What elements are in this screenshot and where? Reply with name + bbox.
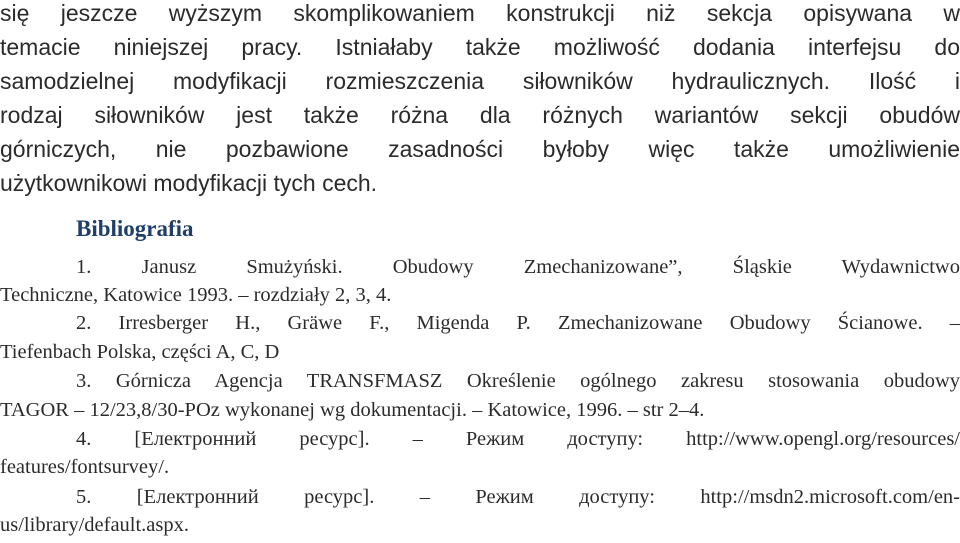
body-text-line: górniczych, nie pozbawione zasadności byłoby więc także umożliwienie (0, 136, 960, 162)
bibliography-entry-3-cont: TAGOR – 12/23,8/30-POz wykonanej wg dokumentacji. – Katowice, 1996. – str 2–4. (0, 399, 705, 421)
body-text-line: użytkownikowi modyfikacji tych cech. (0, 170, 378, 196)
bibliography-entry-1: 1. Janusz Smużyński. Obudowy Zmechanizowane”, Śląskie Wydawnictwo (76, 256, 960, 278)
bibliography-entry-2: 2. Irresberger H., Gräwe F., Migenda P. Zmechanizowane Obudowy Ścianowe. – (76, 312, 960, 334)
body-text-line: samodzielnej modyfikacji rozmieszczenia siłowników hydraulicznych. Ilość i (0, 68, 960, 94)
bibliography-entry-3: 3. Górnicza Agencja TRANSFMASZ Określenie ogólnego zakresu stosowania obudowy (76, 370, 960, 392)
body-text-line: rodzaj siłowników jest także różna dla różnych wariantów sekcji obudów (0, 102, 960, 128)
bibliography-entry-4: 4. [Електронний ресурс]. – Режим доступу: http://www.opengl.org/resources/ (76, 428, 960, 450)
bibliography-entry-5: 5. [Електронний ресурс]. – Режим доступу: http://msdn2.microsoft.com/en- (76, 486, 960, 508)
bibliography-entry-2-cont: Tiefenbach Polska, części A, C, D (0, 341, 280, 363)
bibliography-heading: Bibliografia (76, 216, 194, 241)
body-text-line: się jeszcze wyższym skomplikowaniem konstrukcji niż sekcja opisywana w (0, 0, 960, 26)
bibliography-entry-4-cont: features/fontsurvey/. (0, 456, 170, 478)
body-text-line: temacie niniejszej pracy. Istniałaby także możliwość dodania interfejsu do (0, 34, 960, 60)
bibliography-entry-5-cont: us/library/default.aspx. (0, 514, 190, 536)
bibliography-entry-1-cont: Techniczne, Katowice 1993. – rozdziały 2, 3, 4. (0, 284, 392, 306)
